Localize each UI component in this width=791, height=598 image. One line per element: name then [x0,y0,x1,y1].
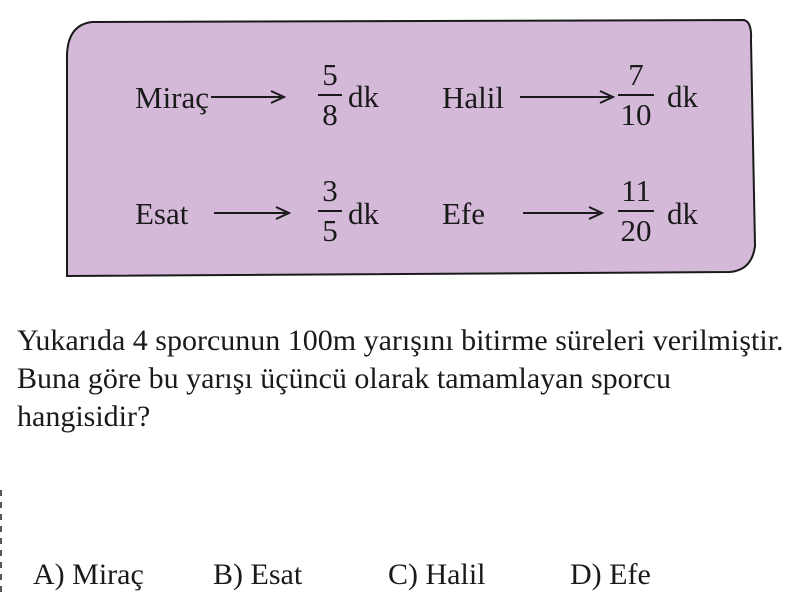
runner-name: Miraç [135,79,210,115]
option-letter: C) [388,558,418,591]
fraction-numerator: 7 [628,57,644,92]
option-letter: D) [570,558,602,591]
entry-efe [442,178,607,248]
fraction-numerator: 11 [621,173,651,208]
fraction-denominator: 20 [620,213,652,248]
question-line-2: Buna göre bu yarışı üçüncü olarak tamamlayan sporcu hangisidir? [17,362,671,433]
entry-mirac [135,62,287,132]
question-line-1: Yukarıda 4 sporcunun 100m yarışını bitirme süreleri verilmiştir. [17,324,784,357]
fraction-efe [606,174,666,248]
fraction-denominator: 10 [620,97,652,132]
option-letter: B) [213,558,243,591]
option-b[interactable] [213,556,302,594]
unit-label: dk [348,196,379,231]
right-arrow-icon [209,89,287,105]
unit-label: dk [667,196,698,231]
entry-halil [442,62,618,132]
option-a[interactable] [33,556,144,594]
fraction-denominator: 5 [322,213,338,248]
runner-name: Halil [442,79,504,115]
fraction-bar [318,94,342,96]
unit-label: dk [667,79,698,114]
right-arrow-icon [521,205,607,221]
right-arrow-icon [518,89,618,105]
option-d[interactable] [570,556,651,594]
option-c[interactable] [388,556,486,594]
option-text: Efe [609,558,651,591]
option-text: Esat [250,558,303,591]
fraction-bar [618,210,654,212]
fraction-bar [618,94,654,96]
fraction-halil [606,58,666,132]
runner-name: Esat [135,195,189,231]
answer-options [0,556,791,594]
option-letter: A) [33,558,65,591]
option-text: Miraç [72,558,144,591]
fraction-numerator: 3 [322,173,338,208]
fraction-numerator: 5 [322,57,338,92]
option-text: Halil [425,558,486,591]
fraction-denominator: 8 [322,97,338,132]
right-arrow-icon [212,205,294,221]
fraction-bar [318,210,342,212]
unit-label: dk [348,79,379,114]
question-text [17,322,787,436]
entry-esat [135,178,294,248]
runner-name: Efe [442,195,486,231]
